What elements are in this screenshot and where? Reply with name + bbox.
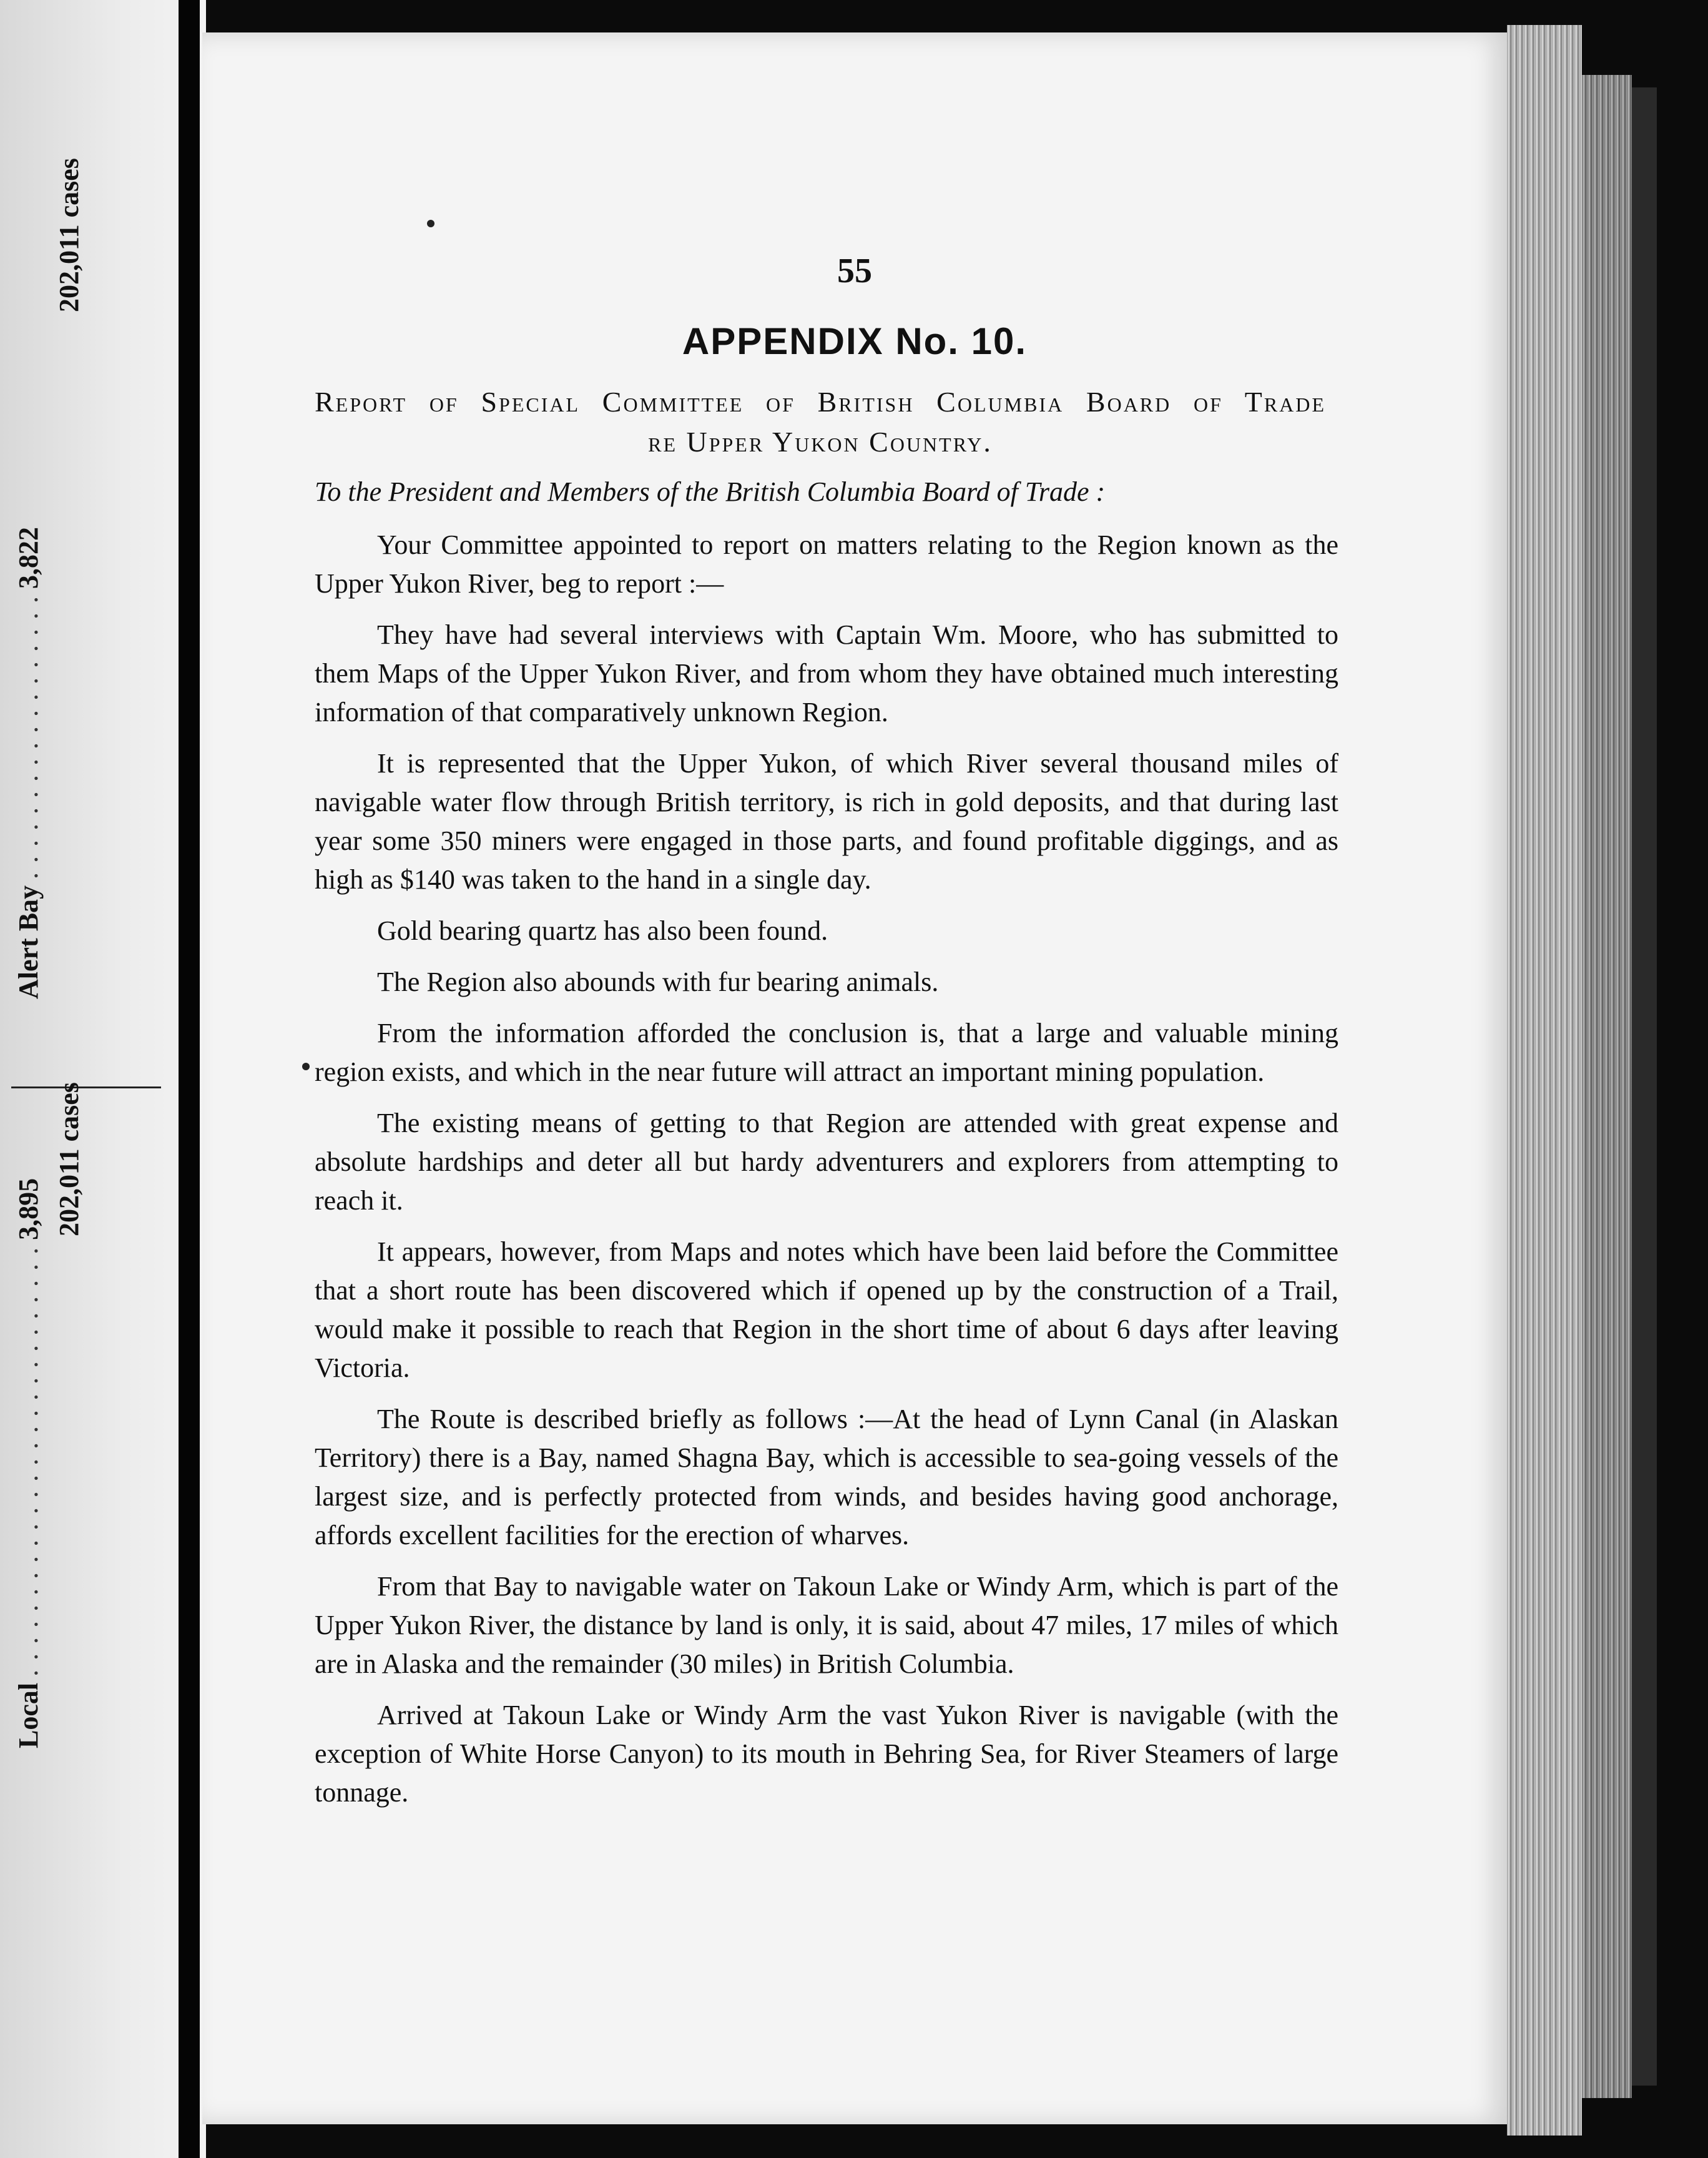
paragraph: From the information afforded the conclusion is, that a large and valuable mining region exists, and which in the near future will attract an important mining population. bbox=[315, 1018, 1338, 1087]
appendix-heading: APPENDIX No. 10. bbox=[682, 320, 1028, 362]
row-label: Local bbox=[13, 1682, 44, 1748]
rotated-table-lower bbox=[12, 1082, 85, 1748]
paragraph: Arrived at Takoun Lake or Windy Arm the vast Yukon River is navigable (with the exception of White Horse Canyon) to its mouth in Behring Sea, for River Steamers of large tonnage. bbox=[315, 1700, 1338, 1808]
book-gutter bbox=[179, 0, 200, 2158]
report-body bbox=[315, 526, 1338, 1825]
row-total: 202,011 cases bbox=[54, 1082, 84, 1236]
rotated-row-total bbox=[53, 1082, 85, 1748]
leader-dots: . . . . . . . . . . . . . . . . . . bbox=[13, 594, 44, 879]
paragraph: The Route is described briefly as follows :—At the head of Lynn Canal (in Alaskan Territory) there is a Bay, named Shagna Bay, which is accessible to sea-going vessels of the largest size, and is perfectly protected from winds, and besides having good anchorage, affords excellent facilities for the erection of wharves. bbox=[315, 1404, 1338, 1550]
paragraph: The Region also abounds with fur bearing animals. bbox=[377, 967, 939, 997]
paragraph: From that Bay to navigable water on Takoun Lake or Windy Arm, which is part of the Upper Yukon River, the distance by land is only, it is said, about 47 miles, 17 miles of which are in Alaska and the remainder (30 miles) in British Columbia. bbox=[315, 1571, 1338, 1679]
leader-dots: . . . . . . . . . . . . . . . . . . . . . . . . . . . bbox=[13, 1246, 44, 1677]
paragraph: It is represented that the Upper Yukon, of which River several thousand miles of navigable water flow through British territory, is rich in gold deposits, and that during last year some 350 miners were engaged in those parts, and found profitable diggings, and as high as $140 was taken to the hand in a single day. bbox=[315, 748, 1338, 895]
row-total: 202,011 cases bbox=[54, 158, 84, 312]
report-title-line-2: re Upper Yukon Country. bbox=[648, 426, 993, 458]
row-label: Alert Bay bbox=[13, 885, 44, 999]
document-page bbox=[202, 32, 1507, 2124]
page-edge-stack bbox=[1507, 25, 1582, 2136]
report-title bbox=[315, 382, 1326, 462]
rotated-row bbox=[12, 158, 44, 999]
ink-speck bbox=[302, 1063, 310, 1070]
rotated-row-total bbox=[53, 158, 85, 999]
paragraph: It appears, however, from Maps and notes which have been laid before the Committee that a short route has been discovered which if opened up by the construction of a Trail, would make it possible to reach that Region in the short time of about 6 days after leaving Victoria. bbox=[315, 1236, 1338, 1383]
salutation: To the President and Members of the British Columbia Board of Trade : bbox=[315, 476, 1106, 507]
rotated-table-upper bbox=[12, 158, 85, 999]
paragraph: Gold bearing quartz has also been found. bbox=[377, 915, 828, 946]
page-edge-stack-inner bbox=[1582, 75, 1632, 2098]
rotated-row bbox=[12, 1082, 44, 1748]
left-facing-page bbox=[0, 0, 206, 2158]
paragraph: Your Committee appointed to report on matters relating to the Region known as the Upper Yukon River, beg to report :— bbox=[315, 530, 1338, 599]
page-number: 55 bbox=[837, 252, 872, 290]
row-value: 3,895 bbox=[13, 1178, 44, 1240]
paragraph: They have had several interviews with Captain Wm. Moore, who has submitted to them Maps of the Upper Yukon River, and from whom they have obtained much interesting information of that comparatively unknown Region. bbox=[315, 619, 1338, 727]
row-value: 3,822 bbox=[13, 526, 44, 589]
book-cover-edge bbox=[1632, 87, 1657, 2086]
paragraph: The existing means of getting to that Region are attended with great expense and absolute hardships and deter all but hardy adventurers and explorers from attempting to reach it. bbox=[315, 1108, 1338, 1216]
report-title-line-1: Report of Special Committee of British Columbia Board of Trade bbox=[315, 386, 1326, 418]
ink-speck bbox=[427, 220, 434, 227]
